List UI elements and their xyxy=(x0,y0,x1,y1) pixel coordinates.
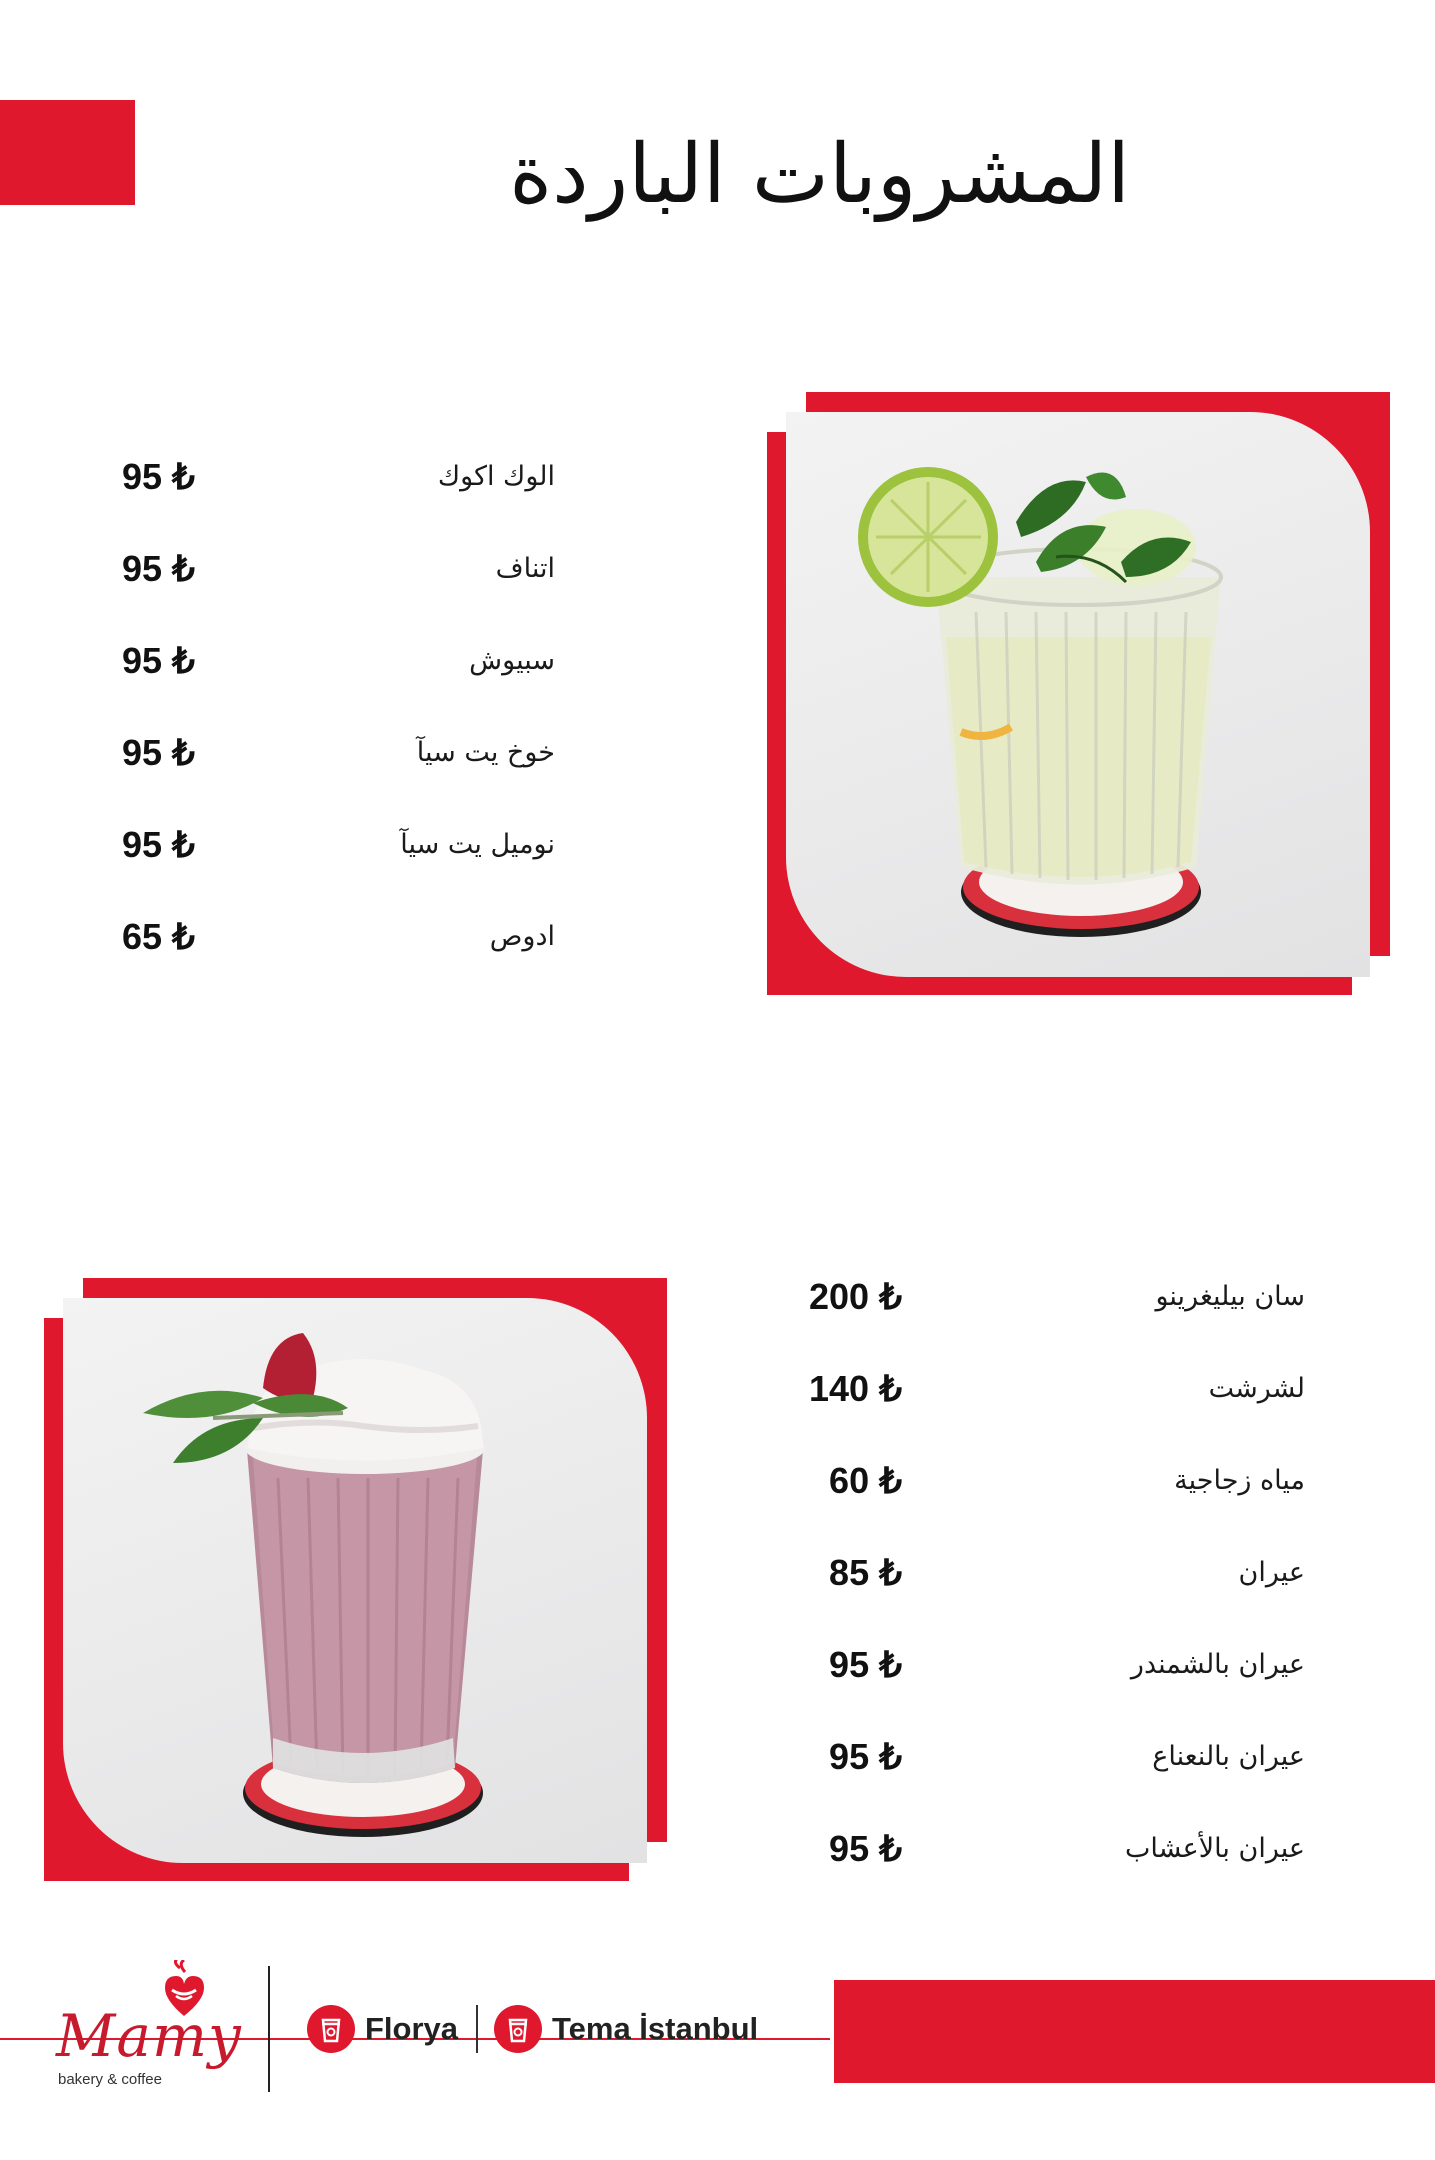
berry-ayran-photo xyxy=(63,1298,647,1863)
item-price: 95 ₺ xyxy=(122,548,195,589)
item-price: 95 ₺ xyxy=(122,824,195,865)
item-name: عيران xyxy=(1238,1557,1305,1588)
berry-drink-illustration xyxy=(63,1298,647,1863)
menu-item xyxy=(118,907,555,967)
item-name: اتناف xyxy=(495,553,555,584)
item-name: عيران بالنعناع xyxy=(1152,1741,1305,1772)
lemonade-drink-illustration xyxy=(786,412,1370,977)
menu-list-1 xyxy=(118,447,555,957)
item-name: سان بيليغرينو xyxy=(1155,1281,1305,1312)
menu-item xyxy=(118,631,555,691)
menu-list-2 xyxy=(790,1267,1305,1869)
item-name: سبيوش xyxy=(469,645,555,676)
item-name: مياه زجاجية xyxy=(1174,1465,1305,1496)
menu-item xyxy=(790,1727,1305,1787)
header-red-block xyxy=(0,100,135,205)
item-name: ادوص xyxy=(489,921,555,952)
menu-item xyxy=(118,815,555,875)
item-name: خوخ يت سيآ xyxy=(416,737,555,768)
store-florya[interactable]: Florya xyxy=(365,2011,459,2046)
menu-item xyxy=(790,1543,1305,1603)
brand-name: Mamy xyxy=(56,2002,242,2070)
footer-divider xyxy=(268,1966,270,2092)
item-price: 65 ₺ xyxy=(122,916,195,957)
item-price: 95 ₺ xyxy=(122,732,195,773)
page-title: المشروبات الباردة xyxy=(509,127,1130,222)
menu-item xyxy=(118,723,555,783)
item-name: الوك اكوك xyxy=(437,461,555,492)
menu-item xyxy=(790,1451,1305,1511)
item-price: 140 ₺ xyxy=(809,1368,902,1409)
brand-logo xyxy=(50,1960,250,2100)
menu-item xyxy=(790,1819,1305,1879)
footer-red-block xyxy=(834,1980,1435,2083)
menu-item xyxy=(790,1267,1305,1327)
item-price: 95 ₺ xyxy=(829,1644,902,1685)
item-name: عيران بالشمندر xyxy=(1130,1649,1305,1680)
menu-item xyxy=(790,1635,1305,1695)
lemonade-photo xyxy=(786,412,1370,977)
store-separator xyxy=(476,2005,478,2053)
store-tema-istanbul[interactable]: Tema İstanbul xyxy=(552,2011,759,2046)
item-price: 85 ₺ xyxy=(829,1552,902,1593)
item-price: 200 ₺ xyxy=(809,1276,902,1317)
coffee-cup-icon xyxy=(307,2005,355,2053)
brand-tagline: bakery & coffee xyxy=(58,2071,162,2088)
item-price: 95 ₺ xyxy=(122,640,195,681)
item-price: 95 ₺ xyxy=(829,1828,902,1869)
menu-item xyxy=(790,1359,1305,1419)
item-name: لشرشت xyxy=(1208,1373,1305,1404)
menu-item xyxy=(118,447,555,507)
coffee-cup-icon xyxy=(494,2005,542,2053)
item-name: نوميل يت سيآ xyxy=(400,829,555,860)
item-price: 95 ₺ xyxy=(829,1736,902,1777)
item-price: 60 ₺ xyxy=(829,1460,902,1501)
menu-item xyxy=(118,539,555,599)
item-price: 95 ₺ xyxy=(122,456,195,497)
item-name: عيران بالأعشاب xyxy=(1124,1833,1305,1864)
